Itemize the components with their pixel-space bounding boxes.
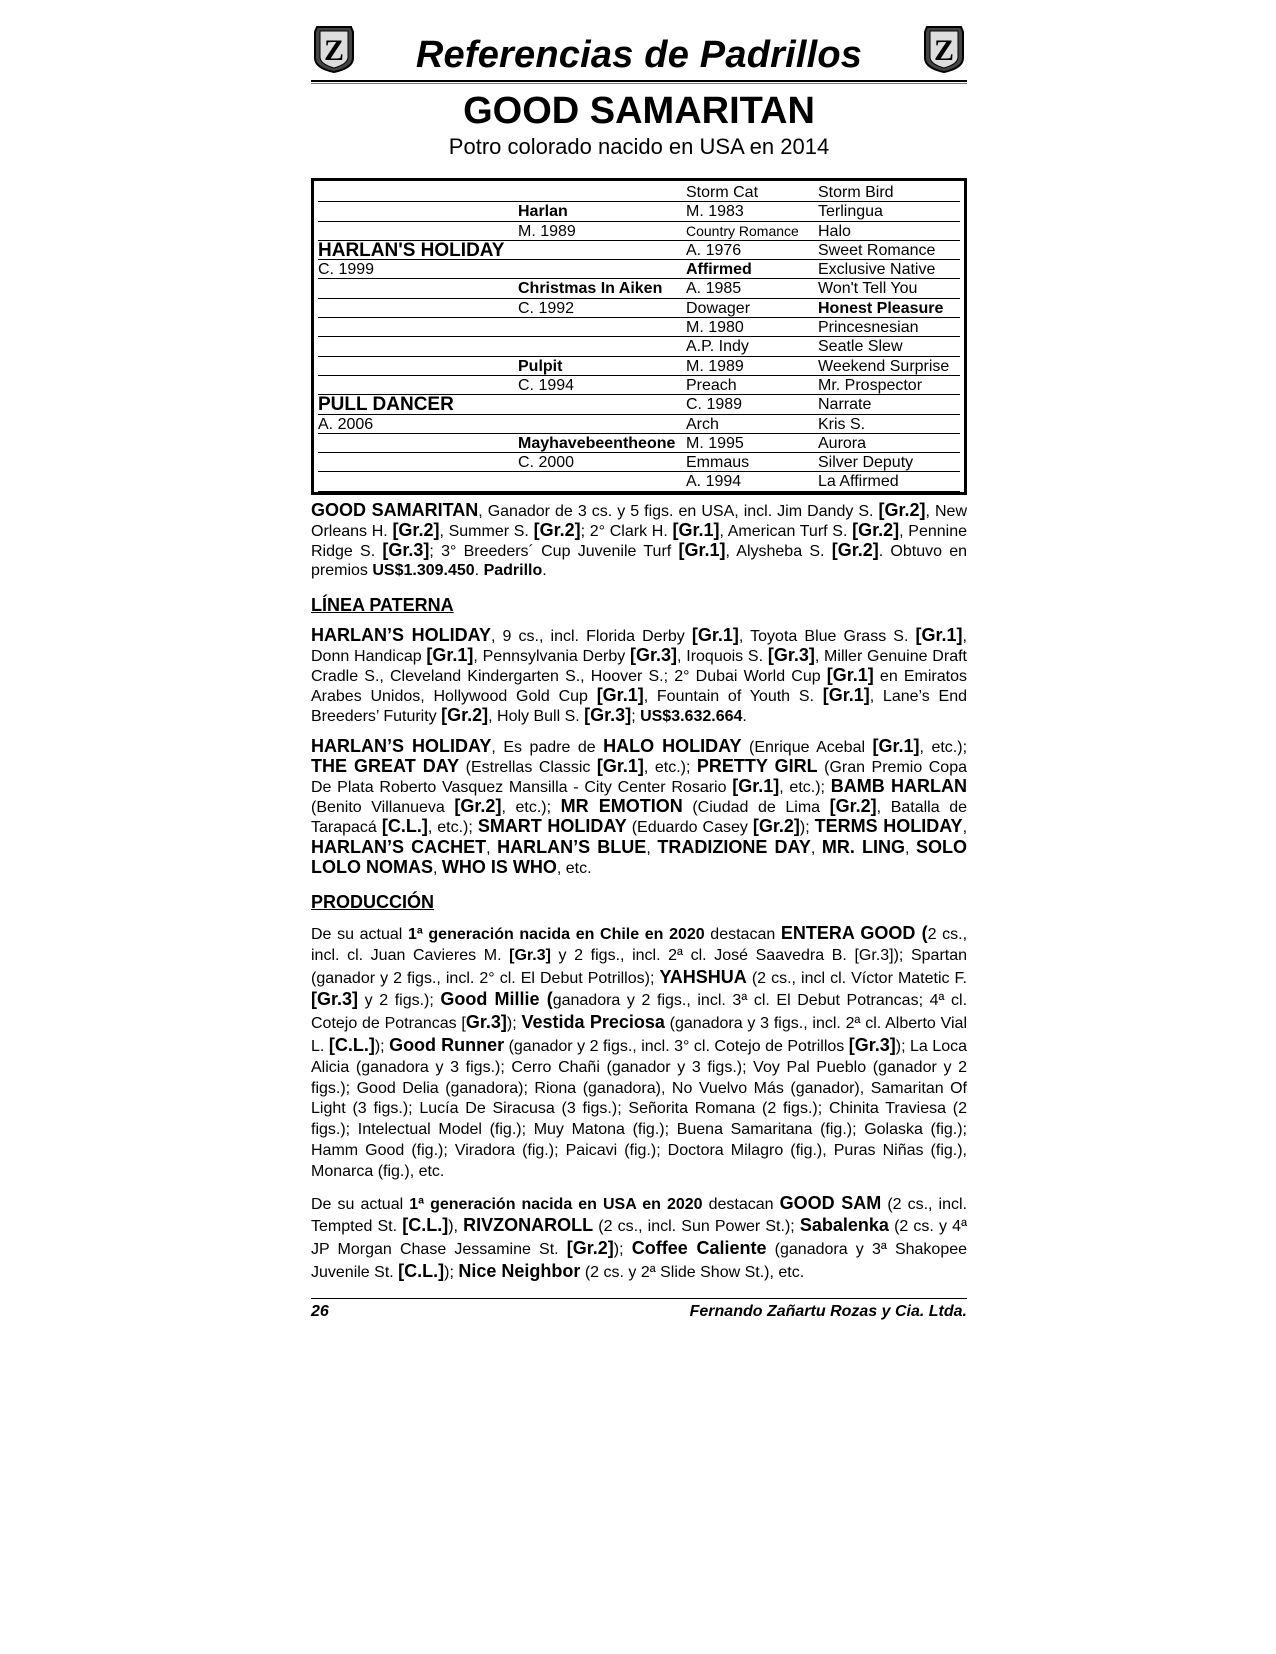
pedigree-row xyxy=(318,241,960,260)
pedigree-row xyxy=(318,376,960,395)
pedigree-cell: Honest Pleasure xyxy=(818,299,960,318)
pedigree-cell: HARLAN'S HOLIDAY xyxy=(318,241,518,260)
pedigree-row xyxy=(318,337,960,356)
pedigree-row xyxy=(318,202,960,221)
pedigree-cell: Harlan xyxy=(518,202,686,221)
pedigree-cell xyxy=(518,318,686,337)
pedigree-cell: PULL DANCER xyxy=(318,395,518,414)
pedigree-cell: M. 1989 xyxy=(518,222,686,241)
pedigree-cell: Emmaus xyxy=(686,453,818,472)
pedigree-cell: Seatle Slew xyxy=(818,337,960,356)
pedigree-cell: Exclusive Native xyxy=(818,260,960,279)
pedigree-cell: M. 1983 xyxy=(686,202,818,221)
pedigree-cell: Princesnesian xyxy=(818,318,960,337)
pedigree-cell: Dowager xyxy=(686,299,818,318)
pedigree-row xyxy=(318,415,960,434)
pedigree-cell xyxy=(318,222,518,241)
pedigree-cell: M. 1980 xyxy=(686,318,818,337)
pedigree-cell xyxy=(518,260,686,279)
pedigree-row xyxy=(318,395,960,414)
pedigree-cell: Kris S. xyxy=(818,415,960,434)
pedigree-cell: C. 1989 xyxy=(686,395,818,414)
pedigree-cell: Christmas In Aiken xyxy=(518,279,686,298)
pedigree-cell: Mayhavebeentheone xyxy=(518,434,686,453)
svg-text:Z: Z xyxy=(323,34,345,67)
page-number: 26 xyxy=(311,1302,329,1320)
pedigree-cell: A. 1994 xyxy=(686,472,818,491)
pedigree-cell: A. 2006 xyxy=(318,415,518,434)
pedigree-cell xyxy=(518,472,686,491)
pedigree-cell: Storm Bird xyxy=(818,183,960,202)
pedigree-cell: Narrate xyxy=(818,395,960,414)
produccion-paragraph-chile: De su actual 1ª generación nacida en Chile en 2020 destacan ENTERA GOOD (2 cs., incl. cl. Juan Cavieres M. [Gr.3] y 2 figs., incl. 2ª cl. José Saavedra B. [Gr.3]); Spartan (ganador y 2 figs., incl. 2° cl. El Debut Potrillos); YAHSHUA (2 cs., incl cl. Víctor Matetic F. [Gr.3] y 2 figs.); Good Millie (ganadora y 2 figs., incl. 3ª cl. El Debut Potrancas; 4ª cl. Cotejo de Potrancas [Gr.3]); Vestida Preciosa (ganadora y 3 figs., incl. 2ª cl. Alberto Vial L. [C.L.]); Good Runner (ganador y 2 figs., incl. 3° cl. Cotejo de Potrillos [Gr.3]); La Loca Alicia (ganadora y 3 figs.); Cerro Chañi (ganador y 3 figs.); Voy Pal Pueblo (ganador y 2 figs.); Good Delia (ganadora); Riona (ganadora), No Vuelvo Más (ganador), Samaritan Of Light (3 figs.); Lucía De Siracusa (3 figs.); Señorita Romana (2 figs.); Chinita Traviesa (2 figs.); Intelectual Model (fig.); Muy Matona (fig.); Buena Samaritana (fig.); Golaska (fig.); Hamm Good (fig.); Viradora (fig.); Paicavi (fig.); Doctora Milagro (fig.), Puras Niñas (fig.), Monarca (fig.), etc. xyxy=(311,923,968,1180)
pedigree-cell: C. 1999 xyxy=(318,260,518,279)
horse-subtitle: Potro colorado nacido en USA en 2014 xyxy=(448,134,830,159)
pedigree-row xyxy=(318,183,960,202)
footer-company: Fernando Zañartu Rozas y Cia. Ltda. xyxy=(689,1302,967,1320)
pedigree-cell xyxy=(318,434,518,453)
page-footer xyxy=(311,1303,967,1321)
pedigree-cell xyxy=(318,318,518,337)
pedigree-cell: C. 1992 xyxy=(518,299,686,318)
pedigree-row xyxy=(318,357,960,376)
pedigree-cell: Terlingua xyxy=(818,202,960,221)
pedigree-row xyxy=(318,279,960,298)
pedigree-cell: Preach xyxy=(686,376,818,395)
pedigree-cell: M. 1989 xyxy=(686,357,818,376)
pedigree-cell xyxy=(318,376,518,395)
pedigree-cell: Sweet Romance xyxy=(818,241,960,260)
pedigree-cell xyxy=(318,202,518,221)
pedigree-cell: Mr. Prospector xyxy=(818,376,960,395)
horse-name: GOOD SAMARITAN xyxy=(463,90,815,132)
pedigree-cell: Aurora xyxy=(818,434,960,453)
pedigree-cell: Halo xyxy=(818,222,960,241)
pedigree-cell xyxy=(518,183,686,202)
logo-right-icon xyxy=(921,24,967,74)
pedigree-row xyxy=(318,222,960,241)
pedigree-cell xyxy=(518,241,686,260)
section-title-produccion: PRODUCCIÓN xyxy=(311,892,435,912)
pedigree-cell: Silver Deputy xyxy=(818,453,960,472)
svg-text:Z: Z xyxy=(933,34,955,67)
pedigree-cell: La Affirmed xyxy=(818,472,960,491)
pedigree-cell: Won't Tell You xyxy=(818,279,960,298)
page xyxy=(311,20,967,1321)
pedigree-cell xyxy=(518,395,686,414)
pedigree-cell: A.P. Indy xyxy=(686,337,818,356)
pedigree-cell: Arch xyxy=(686,415,818,434)
footer-rule xyxy=(311,1298,967,1299)
section-title-linea-paterna: LÍNEA PATERNA xyxy=(311,594,454,615)
pedigree-row xyxy=(318,260,960,279)
summary-paragraph: GOOD SAMARITAN, Ganador de 3 cs. y 5 figs. en USA, incl. Jim Dandy S. [Gr.2], New Orleans H. [Gr.2], Summer S. [Gr.2]; 2° Clark H. [Gr.1], American Turf S. [Gr.2], Pennine Ridge S. [Gr.3]; 3° Breeders´ Cup Juvenile Turf [Gr.1], Alysheba S. [Gr.2]. Obtuvo en premios US$1.309.450. Padrillo. xyxy=(311,499,968,580)
pedigree-cell xyxy=(518,337,686,356)
pedigree-cell: A. 1985 xyxy=(686,279,818,298)
pedigree-cell: C. 2000 xyxy=(518,453,686,472)
pedigree-cell: Pulpit xyxy=(518,357,686,376)
pedigree-row xyxy=(318,434,960,453)
pedigree-cell xyxy=(318,337,518,356)
pedigree-cell: M. 1995 xyxy=(686,434,818,453)
pedigree-cell: Country Romance xyxy=(686,222,818,241)
pedigree-table xyxy=(311,178,967,495)
pedigree-cell: Affirmed xyxy=(686,260,818,279)
pedigree-cell xyxy=(518,415,686,434)
linea-paterna-paragraph-1: HARLAN’S HOLIDAY, 9 cs., incl. Florida Derby [Gr.1], Toyota Blue Grass S. [Gr.1], Donn Handicap [Gr.1], Pennsylvania Derby [Gr.3], Iroquois S. [Gr.3], Miller Genuine Draft Cradle S., Cleveland Kindergarten S., Hoover S.; 2° Dubai World Cup [Gr.1] en Emiratos Arabes Unidos, Hollywood Gold Cup [Gr.1], Fountain of Youth S. [Gr.1], Lane’s End Breeders’ Futurity [Gr.2], Holy Bull S. [Gr.3]; US$3.632.664. xyxy=(311,624,968,726)
page-header-title: Referencias de Padrillos xyxy=(415,34,863,76)
pedigree-cell: Storm Cat xyxy=(686,183,818,202)
pedigree-row xyxy=(318,453,960,472)
pedigree-cell: C. 1994 xyxy=(518,376,686,395)
pedigree-cell xyxy=(318,183,518,202)
pedigree-cell xyxy=(318,453,518,472)
pedigree-cell xyxy=(318,357,518,376)
produccion-paragraph-usa: De su actual 1ª generación nacida en USA en 2020 destacan GOOD SAM (2 cs., incl. Tempted St. [C.L.]), RIVZONAROLL (2 cs., incl. Sun Power St.); Sabalenka (2 cs. y 4ª JP Morgan Chase Jessamine St. [Gr.2]); Coffee Caliente (ganadora y 3ª Shakopee Juvenile St. [C.L.]); Nice Neighbor (2 cs. y 2ª Slide Show St.), etc. xyxy=(311,1192,968,1281)
pedigree-cell: A. 1976 xyxy=(686,241,818,260)
pedigree-cell xyxy=(318,299,518,318)
pedigree-row xyxy=(318,472,960,491)
pedigree-cell xyxy=(318,472,518,491)
linea-paterna-paragraph-2: HARLAN’S HOLIDAY, Es padre de HALO HOLIDAY (Enrique Acebal [Gr.1], etc.); THE GREAT DAY (Estrellas Classic [Gr.1], etc.); PRETTY GIRL (Gran Premio Copa De Plata Roberto Vasquez Mansilla - City Center Rosario [Gr.1], etc.); BAMB HARLAN (Benito Villanueva [Gr.2], etc.); MR EMOTION (Ciudad de Lima [Gr.2], Batalla de Tarapacá [C.L.], etc.); SMART HOLIDAY (Eduardo Casey [Gr.2]); TERMS HOLIDAY, HARLAN’S CACHET, HARLAN’S BLUE, TRADIZIONE DAY, MR. LING, SOLO LOLO NOMAS, WHO IS WHO, etc. xyxy=(311,735,968,877)
header-rule xyxy=(311,80,967,84)
pedigree-cell: Weekend Surprise xyxy=(818,357,960,376)
pedigree-row xyxy=(318,318,960,337)
page-header xyxy=(311,20,967,82)
pedigree-cell xyxy=(318,279,518,298)
pedigree-row xyxy=(318,299,960,318)
